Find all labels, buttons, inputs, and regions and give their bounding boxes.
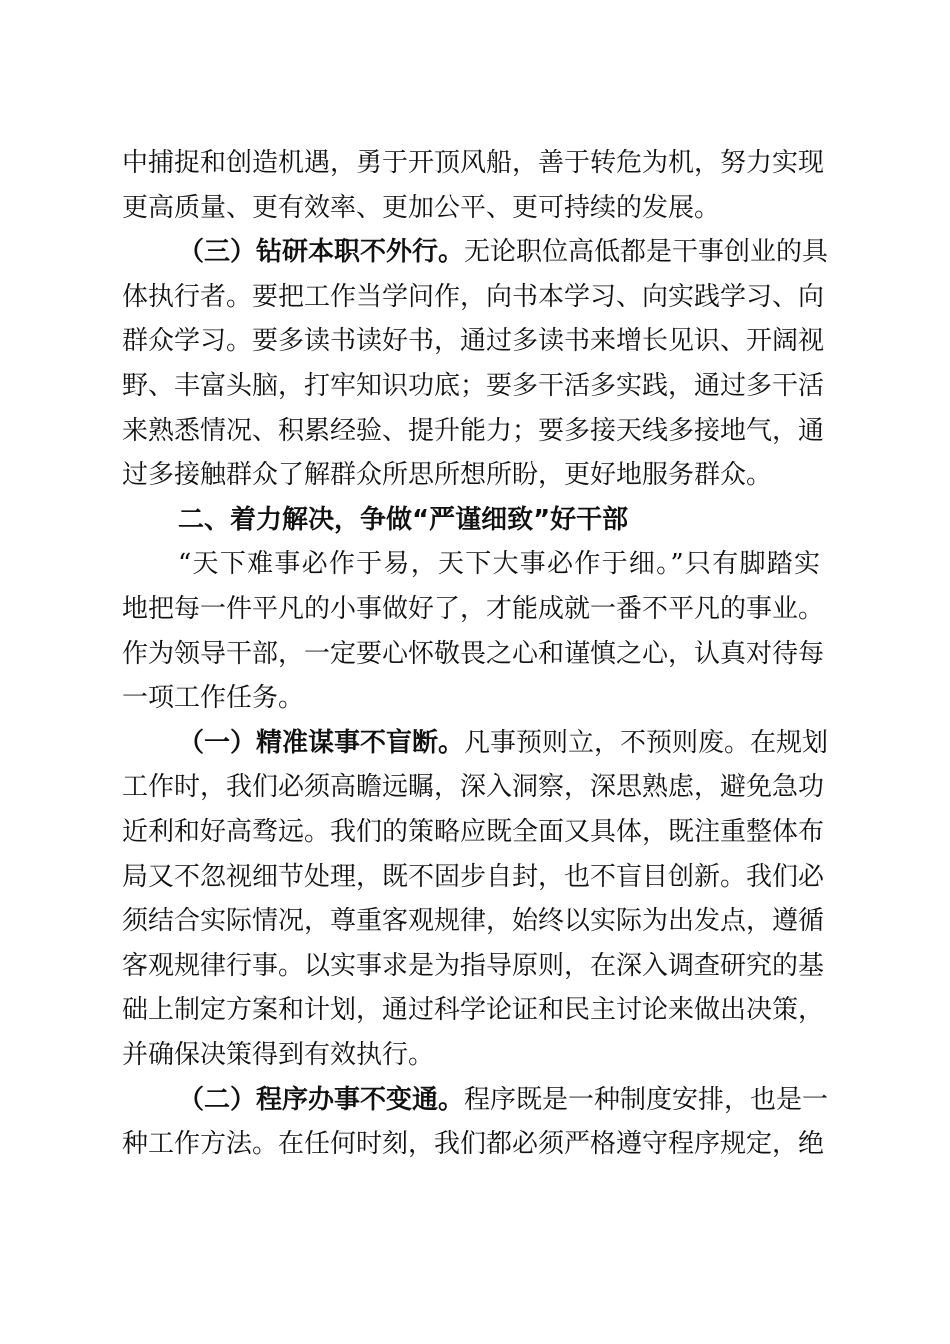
line-text: 地把每一件平凡的小事做好了，才能成就一番不平凡的事业。 (122, 594, 825, 624)
line-text: 中捕捉和创造机遇，勇于开顶风船，善于转危为机，努力实现 (122, 148, 825, 178)
text-line (178, 1083, 829, 1117)
line-text: 作为领导干部，一定要心怀敬畏之心和谨慎之心，认真对待每 (122, 638, 825, 669)
line-text: 客观规律行事。以实事求是为指导原则，在深入调查研究的基 (122, 950, 825, 981)
line-text: “天下难事必作于易，天下大事必作于细。”只有脚踏实 (178, 549, 820, 580)
line-text: 工作时，我们必须高瞻远瞩，深入洞察，深思熟虑，避免急功 (122, 772, 825, 803)
text-line (122, 369, 825, 403)
text-line (122, 770, 825, 804)
line-text: 体执行者。要把工作当学问作，向书本学习、向实践学习、向 (122, 281, 825, 312)
section-heading: 二、着力解决，争做“严谨细致”好干部 (178, 504, 629, 535)
text-line (178, 726, 829, 760)
text-line (122, 904, 825, 938)
subsection-lead: （一）精准谋事不盲断。 (178, 727, 465, 758)
subsection-lead: （二）程序办事不变通。 (178, 1084, 465, 1115)
line-text: 凡事预则立，不预则废。在规划 (464, 727, 829, 758)
text-line (122, 637, 825, 671)
line-text: 并确保决策得到有效执行。 (122, 1040, 435, 1070)
line-text: 近利和好高骛远。我们的策略应既全面又具体，既注重整体布 (122, 817, 825, 847)
subsection-lead: （三）钻研本职不外行。 (178, 237, 465, 268)
line-text: 础上制定方案和计划，通过科学论证和民主讨论来做出决策， (122, 995, 825, 1026)
text-line (122, 191, 820, 225)
text-line (122, 458, 820, 492)
text-line (122, 993, 825, 1027)
text-line (122, 146, 825, 180)
text-line (122, 860, 825, 894)
line-text: 无论职位高低都是干事创业的具 (464, 237, 829, 268)
text-line (122, 1127, 825, 1161)
text-line (122, 324, 825, 358)
line-text: 一项工作任务。 (122, 683, 305, 714)
line-text: 群众学习。要多读书读好书，通过多读书来增长见识、开阔视 (122, 326, 825, 357)
text-line (122, 414, 825, 448)
text-line (122, 592, 825, 626)
text-line (122, 1038, 820, 1072)
text-line (178, 547, 820, 581)
text-line (122, 949, 825, 983)
line-text: 种工作方法。在任何时刻，我们都必须严格遵守程序规定，绝 (122, 1129, 825, 1160)
line-text: 程序既是一种制度安排，也是一 (464, 1084, 829, 1115)
line-text: 更高质量、更有效率、更加公平、更可持续的发展。 (122, 192, 721, 223)
line-text: 局又不忽视细节处理，既不固步自封，也不盲目创新。我们必 (122, 861, 825, 892)
text-line (178, 235, 829, 269)
text-line (122, 681, 820, 715)
line-text: 野、丰富头脑，打牢知识功底；要多干活多实践，通过多干活 (122, 371, 825, 401)
text-line (122, 280, 825, 314)
line-text: 过多接触群众了解群众所思所想所盼，更好地服务群众。 (122, 460, 773, 491)
line-text: 来熟悉情况、积累经验、提升能力；要多接天线多接地气，通 (122, 415, 825, 446)
line-text: 须结合实际情况，尊重客观规律，始终以实际为出发点，遵循 (122, 906, 825, 937)
text-line (122, 815, 825, 849)
